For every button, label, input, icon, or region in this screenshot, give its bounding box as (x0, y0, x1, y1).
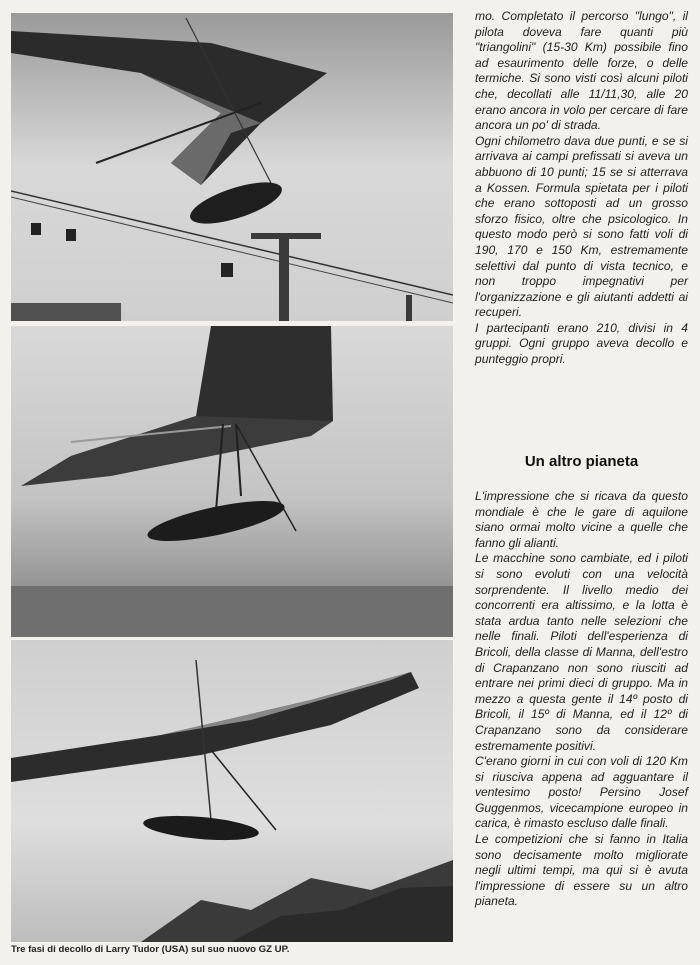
photo-takeoff-phase-3 (11, 640, 453, 942)
hang-glider-photo-icon (11, 13, 453, 321)
paragraph: mo. Completato il percorso "lungo", il pilota doveva fare quanti più "triangolini" (15-30 Km) possibile fino ad esaurimento delle forze, o delle termiche. Si sono visti così alcuni piloti che, decollati alle 11/11,30, alle 20 erano ancora in volo per cercare di fare ancora un po' di strada. (475, 9, 688, 133)
photo-takeoff-phase-2 (11, 326, 453, 637)
hang-glider-photo-icon (11, 326, 453, 637)
photo-caption: Tre fasi di decollo di Larry Tudor (USA) sul suo nuovo GZ UP. (11, 944, 290, 955)
paragraph: C'erano giorni in cui con voli di 120 Km si riusciva appena ad agguantare il ventesimo posto! Persino Josef Guggenmos, vicecampione europeo in carica, è rimasto escluso dalle finali. (475, 754, 688, 831)
paragraph: Le macchine sono cambiate, ed i piloti si sono evoluti con una velocità sorprendente. Il livello medio dei concorrenti era altissimo, e la lotta è stata ardua tanto nelle selezioni che nelle finali. Piloti dell'esperienza di Bricoli, della classe di Manna, dell'estro di Crapanzano non sono riusciti ad entrare nei primi dieci di gruppo. Ma in mezzo a questa gente il 14º posto di Bricoli, il 15º di Manna, ed il 12º di Crapanzano sono da considerare estremamente positivi. (475, 551, 688, 753)
article-column-top (475, 9, 688, 368)
article-column-bottom (475, 489, 688, 910)
paragraph: Le competizioni che si fanno in Italia sono decisamente molto migliorate negli ultimi tempi, ma qui si è avuta l'impressione di essere su un altro pianeta. (475, 832, 688, 909)
section-heading: Un altro pianeta (524, 453, 639, 470)
paragraph: L'impressione che si ricava da questo mondiale è che le gare di aquilone siano ormai molto vicine a quelle che fanno gli alianti. (475, 489, 688, 550)
photo-takeoff-phase-1 (11, 13, 453, 321)
paragraph: Ogni chilometro dava due punti, e se si arrivava ai campi prefissati si aveva un abbuono di 10 punti; 15 se si atterrava a Kossen. Formula spietata per i piloti che erano sottoposti ad un grosso sforzo fisico, oltre che psicologico. In questo modo però si sono fatti voli di 190, 170 e 150 Km, estremamente selettivi dal punto di vista tecnico, e non troppo impegnativi per l'organizzazione e gli aiutanti addetti ai recuperi. (475, 133, 688, 320)
paragraph: I partecipanti erano 210, divisi in 4 gruppi. Ogni gruppo aveva decollo e punteggio propri. (475, 320, 688, 367)
hang-glider-photo-icon (11, 640, 453, 942)
